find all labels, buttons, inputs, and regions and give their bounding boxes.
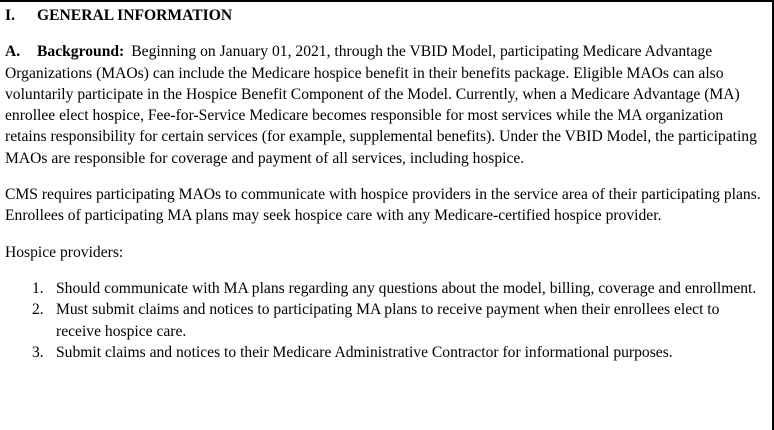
cms-paragraph: CMS requires participating MAOs to communicate with hospice providers in the service area of their participating plans. Enrollees of participating MA plans may seek hospice care with any Medicare-certified hospice provider.	[5, 186, 761, 225]
list-item-text: Should communicate with MA plans regarding any questions about the model, billing, coverage and enrollment.	[56, 279, 757, 297]
list-item-number: 3.	[32, 343, 44, 361]
section-title: GENERAL INFORMATION	[37, 7, 233, 24]
hospice-provider-list	[5, 278, 764, 363]
list-item	[5, 342, 764, 363]
list-item	[5, 278, 764, 299]
list-item-number: 1.	[32, 279, 44, 297]
hospice-providers-intro: Hospice providers:	[5, 243, 124, 261]
section-number: I.	[5, 7, 15, 24]
list-item-number: 2.	[32, 301, 44, 319]
list-item-text: Submit claims and notices to their Medicare Administrative Contractor for informational purposes.	[56, 343, 673, 361]
section-heading	[5, 5, 764, 26]
list-item	[5, 299, 764, 342]
list-item-text: Must submit claims and notices to participating MA plans to receive payment when their enrollees elect to receive hospice care.	[56, 301, 720, 340]
background-paragraph	[5, 41, 764, 169]
background-paragraph-label: A.	[5, 43, 21, 61]
background-paragraph-text: Beginning on January 01, 2021, through the VBID Model, participating Medicare Advantage Organizations (MAOs) can include the Medicare hospice benefit in their benefits package. Eligible MAOs can also voluntarily participate in the Hospice Benefit Component of the Model. Currently, when a Medicare Advantage (MA) enrollee elect hospice, Fee-for-Service Medicare becomes responsible for most services while the MA organization retains responsibility for certain services (for example, supplemental benefits). Under the VBID Model, the participating MAOs are responsible for coverage and payment of all services, including hospice.	[5, 43, 757, 167]
background-paragraph-lead: Background:	[37, 43, 125, 61]
